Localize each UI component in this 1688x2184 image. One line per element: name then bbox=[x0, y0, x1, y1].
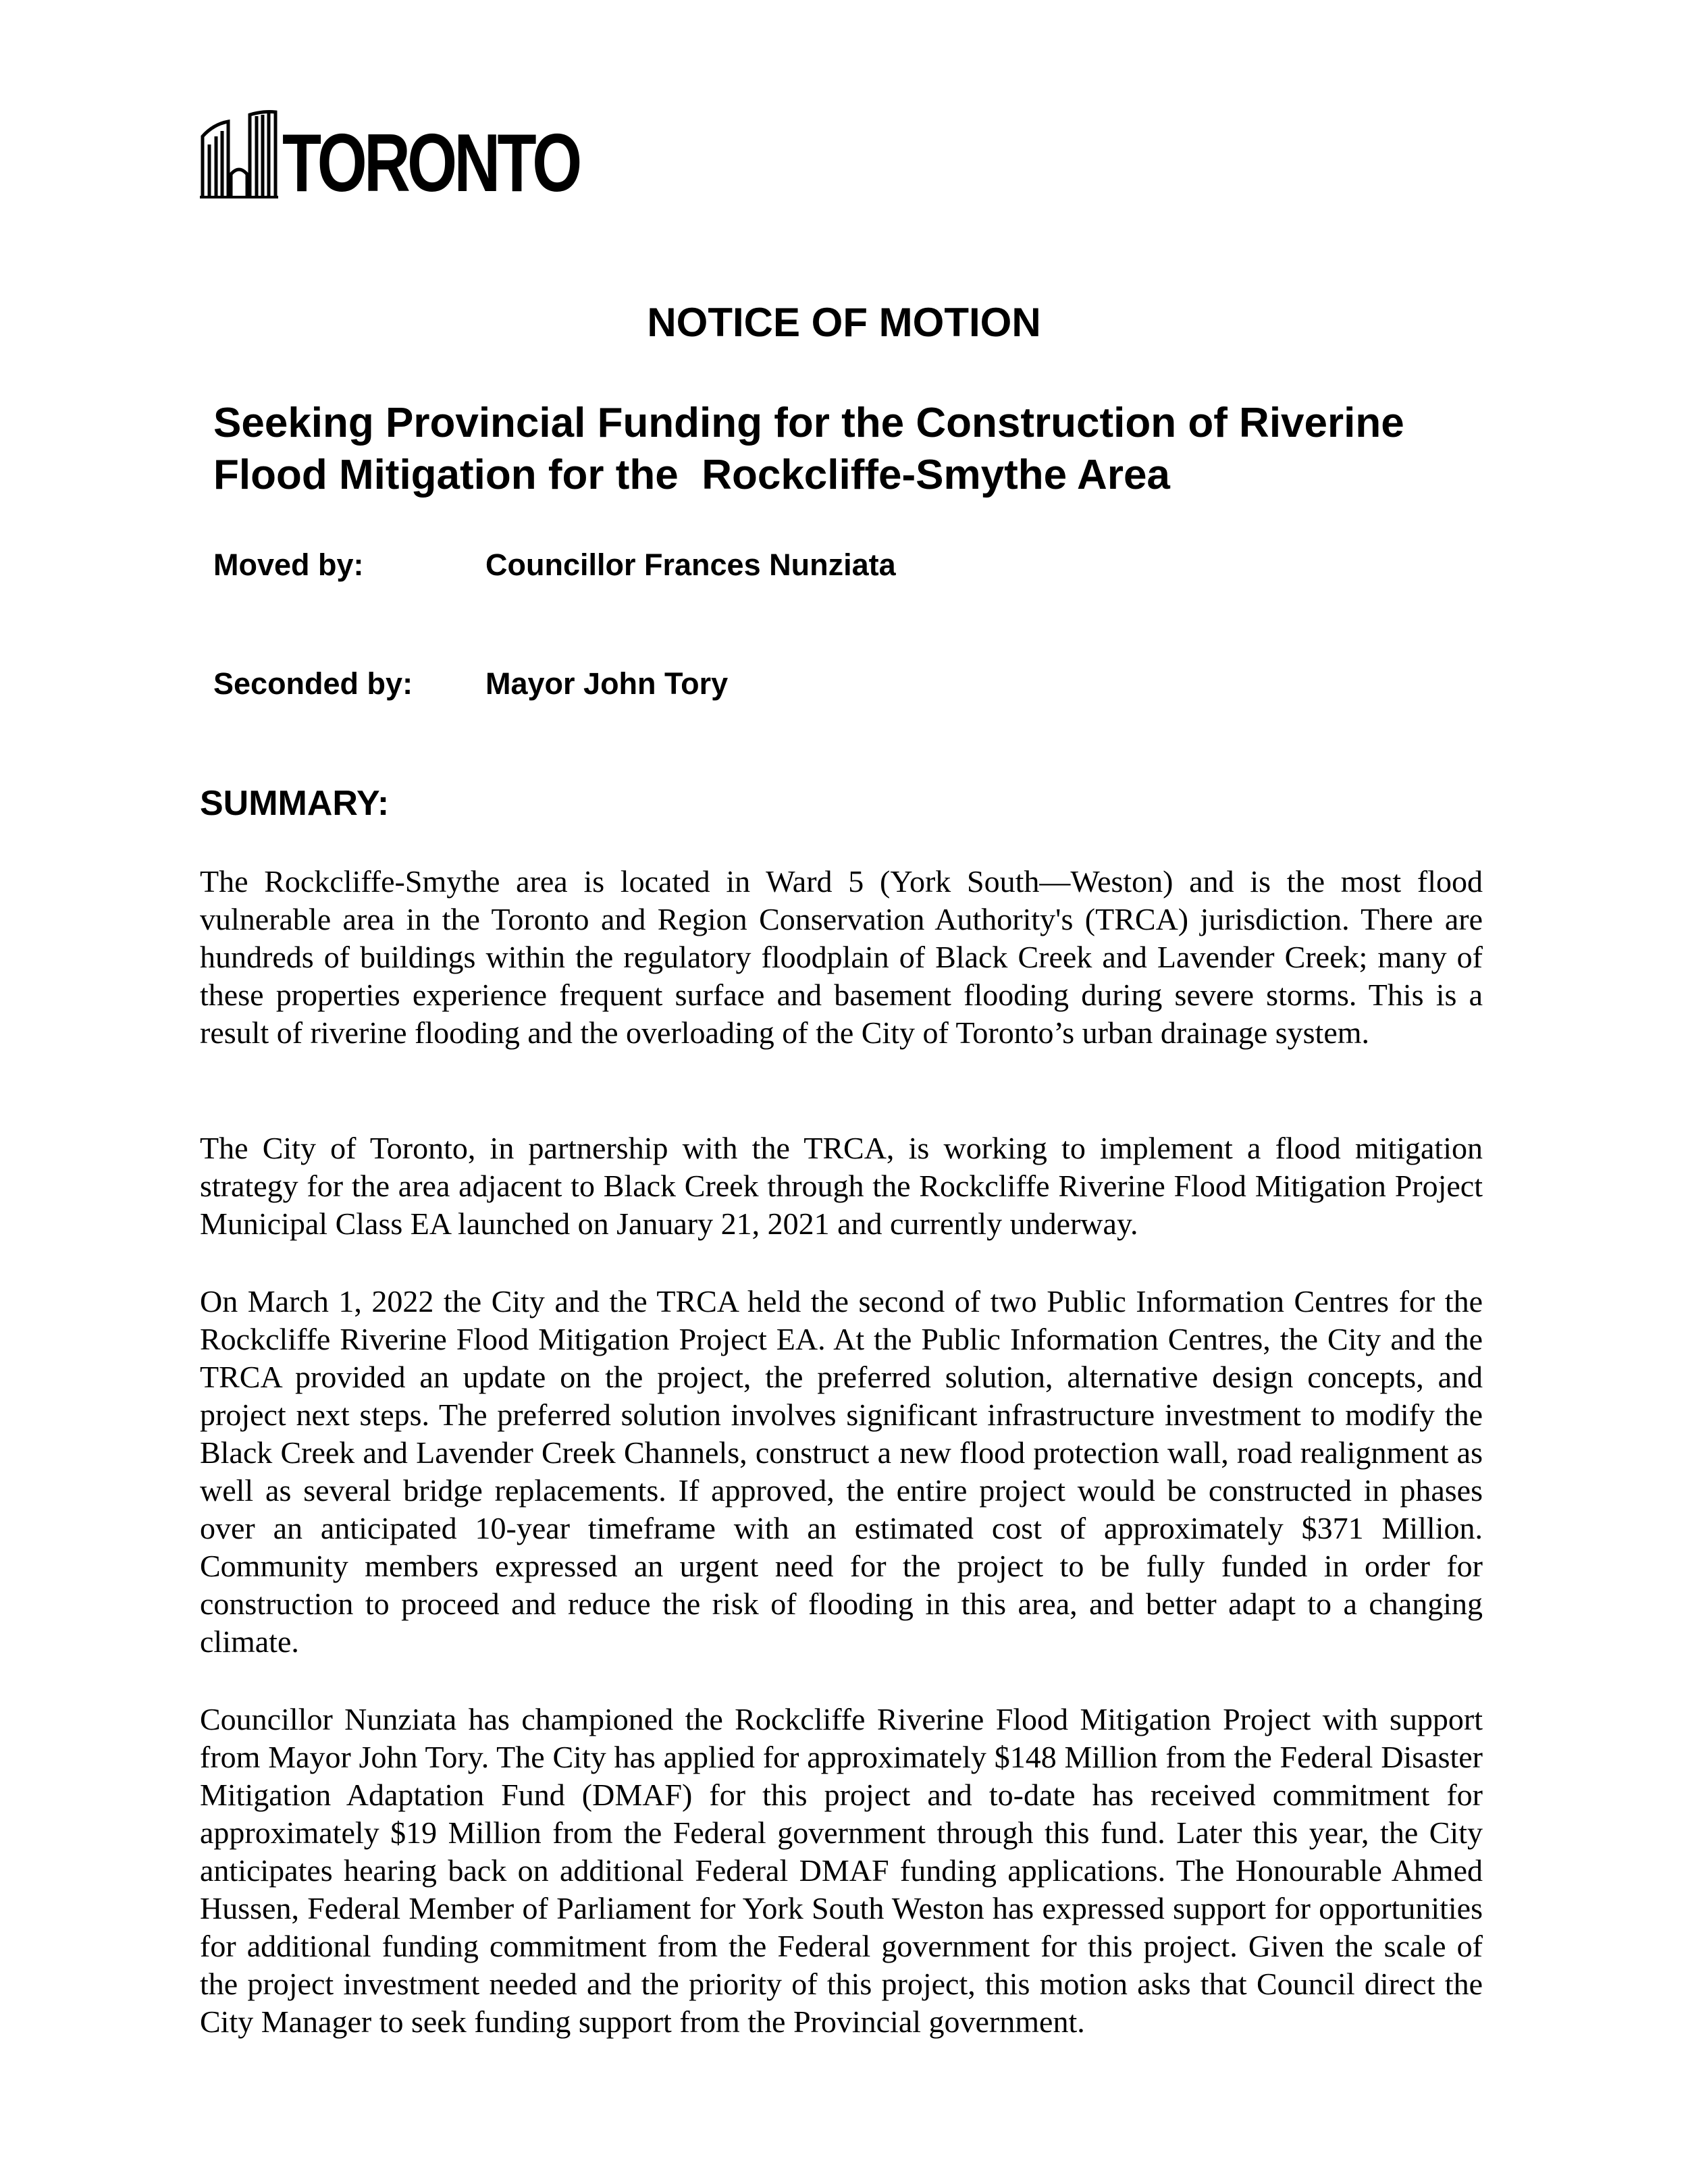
summary-paragraph-4: Councillor Nunziata has championed the Rockcliffe Riverine Flood Mitigation Project with support from Mayor John Tory. The City has applied for approximately $148 Million from the Federal Disaster Mitigation Adaptation Fund (DMAF) for this project and to-date has received commitment for approximately $19 Million from the Federal government through this fund. Later this year, the City anticipates hearing back on additional Federal DMAF funding applications. The Honourable Ahmed Hussen, Federal Member of Parliament for York South Weston has expressed support for opportunities for additional funding commitment from the Federal government for this project. Given the scale of the project investment needed and the priority of this project, this motion asks that Council direct the City Manager to seek funding support from the Provincial government. bbox=[200, 1702, 1483, 2039]
seconded-by-value: Mayor John Tory bbox=[485, 666, 729, 701]
motion-title-line-1: Seeking Provincial Funding for the Construction of Riverine bbox=[213, 400, 1404, 446]
summary-paragraph-2: The City of Toronto, in partnership with the TRCA, is working to implement a flood mitigation strategy for the area adjacent to Black Creek through the Rockcliffe Riverine Flood Mitigation Project Municipal Class EA launched on January 21, 2021 and currently underway. bbox=[200, 1131, 1483, 1241]
moved-by-label: Moved by: bbox=[213, 548, 364, 582]
city-of-toronto-logo bbox=[200, 108, 663, 209]
seconded-by-row bbox=[213, 666, 729, 701]
notice-heading: NOTICE OF MOTION bbox=[647, 300, 1041, 345]
motion-title-line-2: Flood Mitigation for the Rockcliffe-Smythe Area bbox=[213, 452, 1170, 498]
summary-paragraph-1: The Rockcliffe-Smythe area is located in Ward 5 (York South—Weston) and is the most flood vulnerable area in the Toronto and Region Conservation Authority's (TRCA) jurisdiction. There are hundreds of buildings within the regulatory floodplain of Black Creek and Lavender Creek; many of these properties experience frequent surface and basement flooding during severe storms. This is a result of riverine flooding and the overloading of the City of Toronto’s urban drainage system. bbox=[200, 864, 1483, 1050]
toronto-wordmark: TORONTO bbox=[282, 117, 579, 209]
moved-by-value: Councillor Frances Nunziata bbox=[485, 548, 896, 582]
seconded-by-label: Seconded by: bbox=[213, 666, 413, 701]
moved-by-row bbox=[213, 548, 896, 582]
summary-paragraph-3: On March 1, 2022 the City and the TRCA held the second of two Public Information Centres for the Rockcliffe Riverine Flood Mitigation Project EA. At the Public Information Centres, the City and the TRCA provided an update on the project, the preferred solution, alternative design concepts, and project next steps. The preferred solution involves significant infrastructure investment to modify the Black Creek and Lavender Creek Channels, construct a new flood protection wall, road realignment as well as several bridge replacements. If approved, the entire project would be constructed in phases over an anticipated 10-year timeframe with an estimated cost of approximately $371 Million. Community members expressed an urgent need for the project to be fully funded in order for construction to proceed and reduce the risk of flooding in this area, and better adapt to a changing climate. bbox=[200, 1284, 1483, 1659]
motion-title bbox=[213, 397, 1564, 501]
city-hall-towers-icon bbox=[200, 109, 278, 198]
summary-heading: SUMMARY: bbox=[200, 784, 390, 823]
